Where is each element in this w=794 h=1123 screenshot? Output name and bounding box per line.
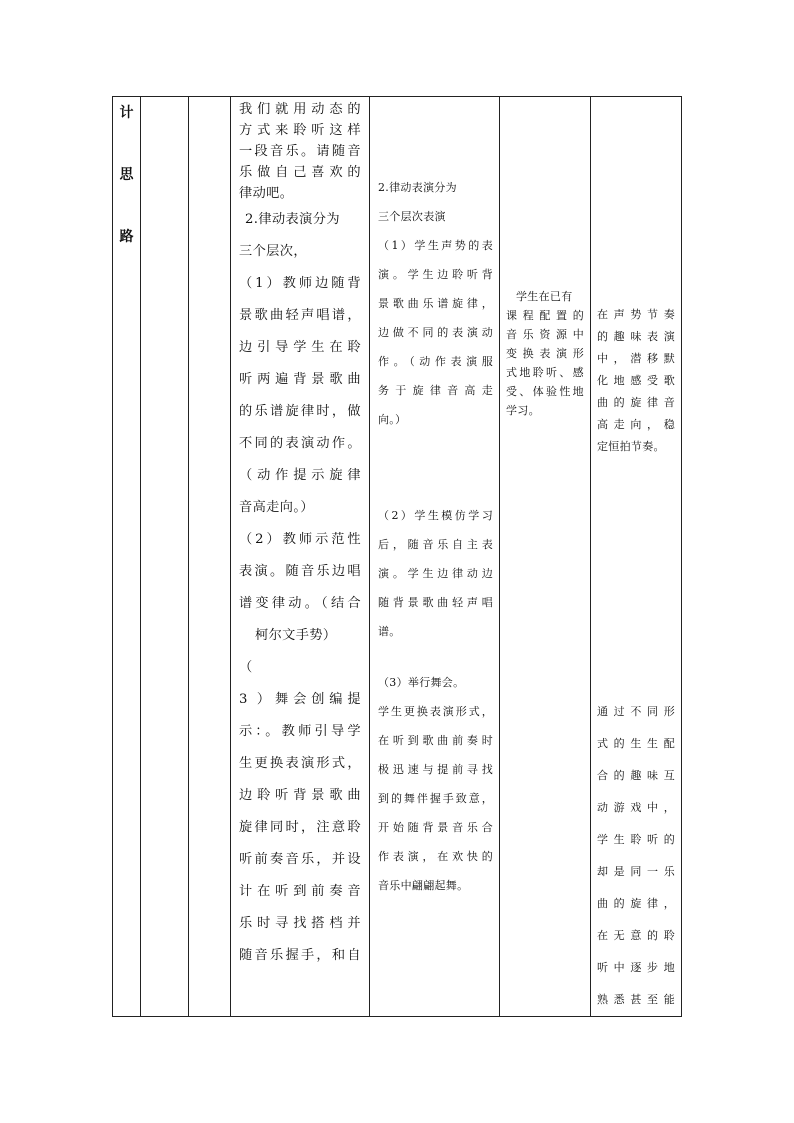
text-line: 乐时寻找搭档并 [239, 916, 361, 931]
text-line: 却是同一乐 [597, 865, 675, 878]
text-line: 后，随音乐自主表 [378, 538, 493, 551]
label-char: 路 [119, 229, 134, 245]
text-line: 课程配置的 [506, 309, 584, 322]
empty-cell [141, 97, 189, 1017]
text-line: 表演。随音乐边唱 [239, 564, 361, 579]
text-line: 演。学生边律动边 [378, 567, 493, 580]
text-line: 在声势节奏 [597, 308, 675, 321]
text-line: 谱变律动。（结合 [239, 596, 361, 611]
text-line: 学生在已有 [516, 290, 573, 303]
text-line: 不同的表演动作。 [239, 436, 361, 451]
text-line: 学生聆听的 [597, 833, 675, 846]
teacher-activity-cell [231, 97, 370, 1017]
student-part-1 [370, 97, 499, 434]
text-line: 三个层次， [239, 244, 307, 259]
text-line: 式地聆听、感 [506, 366, 584, 379]
text-line: （动作提示旋律 [239, 468, 361, 483]
text-line: 听中逐步地 [597, 961, 675, 974]
text-line: 化地感受歌 [597, 374, 675, 387]
text-line: 律动吧。 [239, 186, 294, 201]
label-char: 思 [119, 167, 134, 183]
text-line: 边做不同的表演动 [378, 326, 493, 339]
vertical-label [113, 97, 140, 289]
text-line: 计在听到前奏音 [239, 884, 361, 899]
text-line: 的乐谱旋律时，做 [239, 404, 361, 419]
text-line: 在听到歌曲前奏时 [378, 734, 493, 747]
text-line: 式的生生配 [597, 737, 675, 750]
student-part-2 [370, 434, 499, 646]
teacher-steps [231, 204, 369, 972]
text-line: 谱。 [378, 625, 401, 638]
text-line: 作。（动作表演服 [378, 355, 493, 368]
text-line: （3）举行舞会。 [378, 676, 465, 689]
text-line: 曲的旋律音 [597, 396, 675, 409]
text-line: 定恒拍节奏。 [597, 440, 665, 453]
intent-part-1 [591, 97, 681, 458]
text-line: 乐做自己喜欢的 [239, 165, 361, 180]
label-char: 计 [119, 105, 134, 121]
text-line: 变换表演形 [506, 347, 584, 360]
text-line: 动游戏中， [597, 801, 675, 814]
intent-part-2 [591, 458, 681, 1016]
text-line: 三个层次表演 [378, 210, 446, 223]
text-line: 作表演，在欢快的 [378, 850, 493, 863]
text-line: 通过不同形 [597, 705, 675, 718]
text-line: 生更换表演形式， [239, 756, 361, 771]
text-line: 向。） [378, 413, 407, 426]
text-line: 柯尔文手势） [255, 628, 337, 643]
text-line: （ [239, 660, 253, 675]
student-activity-cell [370, 97, 500, 1017]
text-line: 景歌曲轻声唱谱， [239, 308, 361, 323]
text-line: （2）教师示范性 [239, 532, 361, 547]
table-row [113, 97, 682, 1017]
text-line: 学生更换表演形式， [378, 705, 493, 718]
text-line: 边聆听背景歌曲 [239, 788, 361, 803]
text-line: 随音乐握手，和自 [239, 948, 361, 963]
text-line: 一段音乐。请随音 [239, 144, 361, 159]
text-line: 旋律同时，注意聆 [239, 820, 361, 835]
text-line: 3 ）舞会创编提 [239, 692, 361, 707]
text-line: 音乐资源中 [506, 328, 584, 341]
design-thinking-label-cell [113, 97, 141, 1017]
text-line: 学习。 [506, 404, 540, 417]
resource-text [500, 97, 590, 420]
text-line: 音乐中翩翩起舞。 [378, 879, 469, 892]
resource-cell [500, 97, 591, 1017]
text-line: 示：。教师引导学 [239, 724, 361, 739]
text-line: 的趣味表演 [597, 330, 675, 343]
text-line: 务于旋律音高走 [378, 384, 493, 397]
text-line: 我们就用动态的 [239, 102, 361, 117]
text-line: 随背景歌曲轻声唱 [378, 596, 493, 609]
text-line: 熟悉甚至能 [597, 993, 675, 1006]
text-line: 合的趣味互 [597, 769, 675, 782]
text-line: 开始随背景音乐合 [378, 821, 493, 834]
design-intent-cell [591, 97, 682, 1017]
text-line: （1）学生声势的表 [378, 239, 493, 252]
text-line: 受、体验性地 [506, 385, 584, 398]
text-line: 听前奏音乐，并设 [239, 852, 361, 867]
text-line: 边引导学生在聆 [239, 340, 361, 355]
text-line: 在无意的聆 [597, 929, 675, 942]
text-line: 听两遍背景歌曲 [239, 372, 361, 387]
text-line: 演。学生边聆听背 [378, 268, 493, 281]
text-line: 2.律动表演分为 [245, 212, 340, 227]
teacher-intro [231, 97, 369, 204]
text-line: 景歌曲乐谱旋律， [378, 297, 493, 310]
text-line: 音高走向。） [239, 500, 314, 515]
text-line: 到的舞伴握手致意， [378, 792, 493, 805]
text-line: （2）学生模仿学习 [378, 509, 493, 522]
text-line: 方式来聆听这样 [239, 123, 361, 138]
empty-cell [189, 97, 231, 1017]
text-line: 中，潜移默 [597, 352, 675, 365]
student-part-3 [370, 646, 499, 900]
text-line: 2.律动表演分为 [378, 181, 457, 194]
lesson-design-table [112, 96, 682, 1017]
text-line: 高走向，稳 [597, 418, 675, 431]
text-line: （1）教师边随背 [239, 276, 361, 291]
text-line: 极迅速与提前寻找 [378, 763, 493, 776]
text-line: 曲的旋律， [597, 897, 675, 910]
